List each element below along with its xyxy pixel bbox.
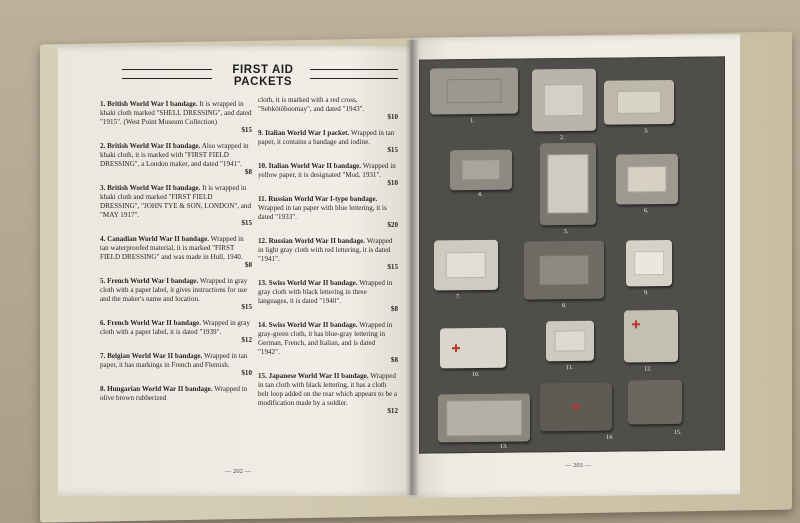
plate-number-label: 9. [644, 290, 649, 297]
packet-photo-11 [546, 321, 594, 362]
page-heading [122, 64, 398, 88]
entry-price: $12 [387, 407, 398, 415]
packet-photo-2 [532, 69, 596, 132]
entry-price: $8 [390, 356, 398, 364]
book-gutter [405, 40, 419, 495]
plate-number-label: 2. [560, 135, 565, 142]
plate-number-label: 11. [566, 364, 574, 372]
entry-title: 5. French World War I bandage. [100, 277, 199, 285]
red-cross-icon [452, 344, 460, 352]
plate-number-label: 6. [644, 208, 649, 215]
entry-price: $10 [241, 369, 252, 377]
packet-photo-4 [450, 150, 512, 191]
catalog-entry [258, 279, 398, 314]
catalog-entry [258, 195, 398, 230]
packet-photo-3 [604, 80, 674, 125]
plate-number-label: 4. [478, 191, 483, 198]
right-text-column [258, 96, 398, 423]
red-cross-icon [632, 320, 640, 328]
left-text-column [100, 100, 252, 409]
catalog-entry [100, 235, 252, 270]
packet-photo-8 [524, 241, 604, 300]
red-cross-icon [572, 403, 580, 411]
entry-price: $15 [241, 126, 252, 134]
entry-text: Wrapped in gray-green cloth, it has blue-gray lettering in German, French, and Italian, and is dated "1942". [258, 321, 393, 356]
entry-title: 13. Swiss World War II bandage. [258, 279, 358, 287]
packet-photo-5 [540, 143, 596, 226]
entry-text: Wrapped in tan cloth with black lettering, it has a cloth belt loop added on the rear which appears to be a modification made by a soldier. [258, 372, 398, 407]
plate-number-label: 7. [456, 294, 461, 301]
catalog-entry [100, 142, 252, 177]
catalog-entry [258, 321, 398, 365]
entry-price: $15 [241, 219, 252, 227]
catalog-entry-continued [258, 96, 398, 122]
entry-price: $15 [387, 263, 398, 271]
heading-rule-right [310, 69, 398, 79]
entry-title: 7. Belgian World War II bandage. [100, 352, 203, 360]
packet-photo-7 [434, 240, 498, 291]
plate-number-label: 14. [606, 434, 614, 441]
entry-text: Wrapped in gray cloth with a paper label, it gives instructions for use and the maker's name and location. [100, 277, 248, 303]
plate-number-label: 3. [644, 128, 649, 135]
entry-text: Wrapped in tan paper, it contains a bandage and iodine. [258, 129, 395, 146]
entry-price: $15 [241, 303, 252, 311]
entry-text: It is wrapped in khaki cloth marked "SHELL DRESSING", and dated "1915". (West Point Museum Collection) [100, 100, 252, 126]
heading-rule-left [122, 69, 212, 79]
entry-text: Wrapped in yellow paper, it is designated "Mod. 1931". [258, 162, 396, 179]
plate-number-label: 5. [564, 229, 569, 236]
entry-text: It is wrapped in khaki cloth and marked "FIRST FIELD DRESSING", "JOHN TYE & SON, LONDON", and "MAY 1917". [100, 184, 252, 219]
entry-title: 2. British World War II bandage. [100, 142, 201, 150]
entry-title: 9. Italian World War I packet. [258, 129, 350, 137]
entry-text: Wrapped in light gray cloth with red lettering, it is dated "1941". [258, 237, 393, 263]
page-title: FIRST AID PACKETS [232, 64, 294, 88]
entry-price: $8 [390, 305, 398, 313]
plate-number-label: 15. [674, 429, 682, 436]
plate-number-label: 12. [644, 366, 652, 373]
catalog-entry [100, 100, 252, 135]
entry-text: Wrapped in gray cloth with a paper label, it is dated "1939". [100, 319, 251, 336]
catalog-entry [100, 184, 252, 228]
catalog-entry [258, 162, 398, 188]
packet-photo-10 [440, 328, 506, 369]
catalog-entry [258, 372, 398, 416]
entry-price: $20 [387, 221, 398, 229]
packet-photo-15 [628, 380, 682, 425]
entry-title: 10. Italian World War II bandage. [258, 162, 362, 170]
packet-photo-14 [540, 383, 612, 432]
entry-text: Wrapped in gray cloth with black lettering in three languages, it is dated "1940". [258, 279, 393, 305]
entry-title: 1. British World War I bandage. [100, 100, 198, 108]
plate-number-label: 1. [470, 118, 475, 125]
entry-price: $10 [387, 113, 398, 121]
entry-text: Wrapped in tan paper with blue lettering, it is dated "1933". [258, 204, 387, 221]
packet-photo-12 [624, 310, 678, 363]
entry-title: 14. Swiss World War II bandage. [258, 321, 358, 329]
entry-price: $12 [241, 336, 252, 344]
catalog-entry [258, 129, 398, 155]
entry-title: 6. French World War II bandage. [100, 319, 201, 327]
entry-title: 15. Japanese World War II bandage. [258, 372, 369, 380]
photo-plate [419, 56, 725, 453]
entry-text: cloth, it is marked with a red cross, "Sebkötöboomay", and dated "1943". [258, 96, 365, 113]
entry-title: 4. Canadian World War II bandage. [100, 235, 210, 243]
entry-text: Wrapped in olive brown rubberized [100, 385, 248, 402]
catalog-entry [100, 352, 252, 378]
catalog-entry [100, 319, 252, 345]
entry-price: $15 [387, 146, 398, 154]
entry-title: 3. British World War II bandage. [100, 184, 201, 192]
entry-text: Wrapped in tan waterproofed material, it is marked "FIRST FIELD DRESSING" and was made in Hull, 1940. [100, 235, 244, 261]
plate-number-label: 8. [562, 303, 567, 310]
catalog-entry [100, 277, 252, 312]
plate-number-label: 10. [472, 371, 480, 379]
catalog-entry [258, 237, 398, 272]
plate-number-label: 13. [500, 443, 508, 450]
entry-price: $8 [244, 168, 252, 176]
entry-title: 8. Hungarian World War II bandage. [100, 385, 213, 393]
packet-photo-1 [430, 68, 518, 115]
entry-price: $8 [244, 261, 252, 269]
catalog-entry [100, 385, 252, 403]
entry-price: $10 [387, 179, 398, 187]
entry-title: 12. Russian World War II bandage. [258, 237, 366, 245]
packet-photo-13 [438, 393, 530, 442]
entry-title: 11. Russian World War I-type bandage. [258, 195, 378, 203]
page-number-left: — 202 — [225, 468, 251, 475]
page-number-right: — 203 — [565, 462, 591, 469]
packet-photo-6 [616, 154, 678, 205]
entry-text: Also wrapped in khaki cloth, it is marked with "FIRST FIELD DRESSING", a London maker, and dated "1941". [100, 142, 249, 168]
packet-photo-9 [626, 240, 672, 286]
entry-text: Wrapped in tan paper, it has markings in French and Flemish. [100, 352, 248, 369]
